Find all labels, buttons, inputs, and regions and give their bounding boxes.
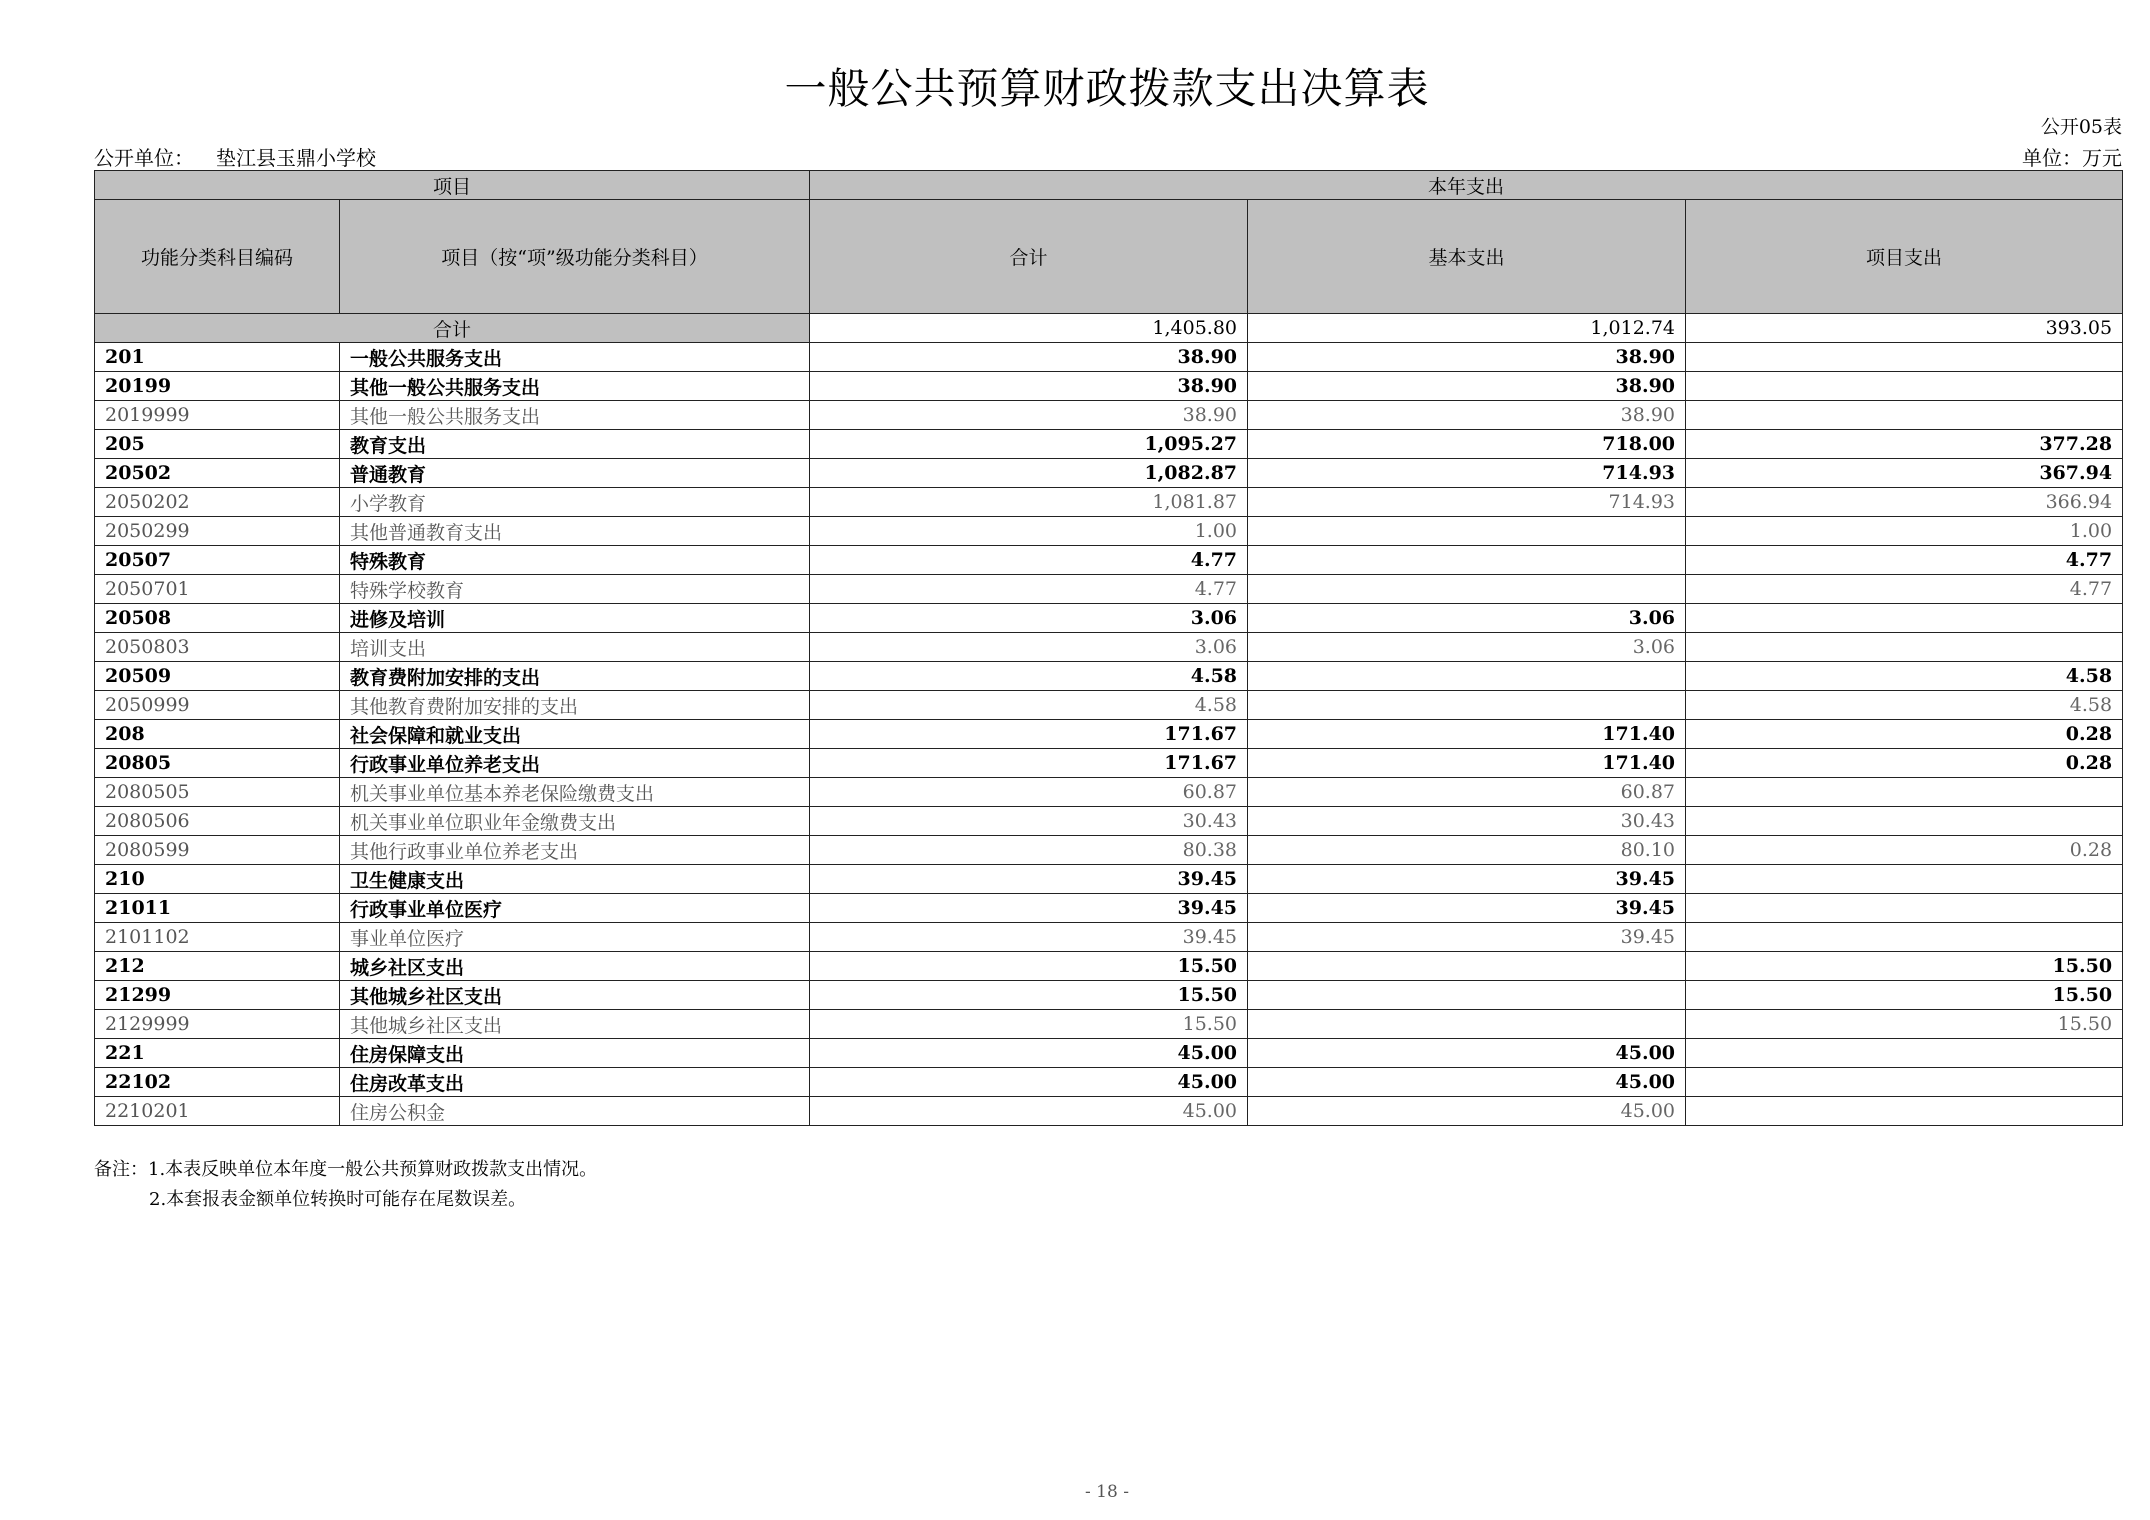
cell-item bbox=[1686, 343, 2123, 372]
header-name: 项目（按“项”级功能分类科目） bbox=[340, 200, 810, 314]
unit-label: 公开单位： bbox=[94, 146, 194, 170]
cell-code: 210 bbox=[95, 865, 340, 894]
cell-item: 377.28 bbox=[1686, 430, 2123, 459]
total-label: 合计 bbox=[95, 314, 810, 343]
table-row bbox=[95, 372, 2123, 401]
cell-item bbox=[1686, 1039, 2123, 1068]
cell-basic bbox=[1248, 662, 1686, 691]
total-item: 393.05 bbox=[1686, 314, 2123, 343]
cell-basic: 80.10 bbox=[1248, 836, 1686, 865]
table-row bbox=[95, 865, 2123, 894]
cell-item: 0.28 bbox=[1686, 836, 2123, 865]
table-row bbox=[95, 546, 2123, 575]
table-row bbox=[95, 517, 2123, 546]
cell-code: 201 bbox=[95, 343, 340, 372]
cell-item bbox=[1686, 372, 2123, 401]
cell-name: 机关事业单位基本养老保险缴费支出 bbox=[340, 778, 810, 807]
cell-code: 22102 bbox=[95, 1068, 340, 1097]
cell-total: 4.77 bbox=[810, 546, 1248, 575]
table-row bbox=[95, 575, 2123, 604]
cell-item bbox=[1686, 865, 2123, 894]
table-row bbox=[95, 807, 2123, 836]
cell-total: 39.45 bbox=[810, 865, 1248, 894]
cell-item bbox=[1686, 778, 2123, 807]
cell-name: 住房公积金 bbox=[340, 1097, 810, 1126]
cell-name: 其他教育费附加安排的支出 bbox=[340, 691, 810, 720]
cell-basic bbox=[1248, 981, 1686, 1010]
table-row bbox=[95, 836, 2123, 865]
cell-basic: 38.90 bbox=[1248, 401, 1686, 430]
header-current-year: 本年支出 bbox=[810, 171, 2123, 200]
cell-item bbox=[1686, 604, 2123, 633]
cell-name: 其他城乡社区支出 bbox=[340, 1010, 810, 1039]
table-row bbox=[95, 720, 2123, 749]
cell-code: 2129999 bbox=[95, 1010, 340, 1039]
header-total: 合计 bbox=[810, 200, 1248, 314]
cell-code: 20199 bbox=[95, 372, 340, 401]
cell-basic bbox=[1248, 1010, 1686, 1039]
cell-basic: 60.87 bbox=[1248, 778, 1686, 807]
table-row bbox=[95, 459, 2123, 488]
cell-code: 205 bbox=[95, 430, 340, 459]
cell-name: 事业单位医疗 bbox=[340, 923, 810, 952]
cell-item bbox=[1686, 1068, 2123, 1097]
cell-basic: 39.45 bbox=[1248, 865, 1686, 894]
cell-item bbox=[1686, 401, 2123, 430]
cell-total: 45.00 bbox=[810, 1068, 1248, 1097]
notes bbox=[94, 1155, 597, 1215]
table-row bbox=[95, 1010, 2123, 1039]
cell-basic bbox=[1248, 952, 1686, 981]
cell-name: 小学教育 bbox=[340, 488, 810, 517]
cell-basic: 39.45 bbox=[1248, 923, 1686, 952]
table-row bbox=[95, 488, 2123, 517]
cell-name: 机关事业单位职业年金缴费支出 bbox=[340, 807, 810, 836]
table-row bbox=[95, 952, 2123, 981]
cell-code: 2080505 bbox=[95, 778, 340, 807]
cell-code: 20502 bbox=[95, 459, 340, 488]
cell-name: 行政事业单位养老支出 bbox=[340, 749, 810, 778]
cell-total: 38.90 bbox=[810, 401, 1248, 430]
cell-name: 社会保障和就业支出 bbox=[340, 720, 810, 749]
cell-item: 4.77 bbox=[1686, 575, 2123, 604]
table-row bbox=[95, 1039, 2123, 1068]
cell-name: 卫生健康支出 bbox=[340, 865, 810, 894]
header-basic: 基本支出 bbox=[1248, 200, 1686, 314]
cell-name: 教育支出 bbox=[340, 430, 810, 459]
cell-total: 38.90 bbox=[810, 343, 1248, 372]
cell-total: 15.50 bbox=[810, 952, 1248, 981]
cell-code: 2050202 bbox=[95, 488, 340, 517]
table-row bbox=[95, 430, 2123, 459]
total-total: 1,405.80 bbox=[810, 314, 1248, 343]
cell-basic bbox=[1248, 575, 1686, 604]
cell-basic bbox=[1248, 691, 1686, 720]
cell-item: 4.77 bbox=[1686, 546, 2123, 575]
page-number: - 18 - bbox=[1085, 1482, 1129, 1502]
total-row bbox=[95, 314, 2123, 343]
cell-name: 普通教育 bbox=[340, 459, 810, 488]
cell-item bbox=[1686, 807, 2123, 836]
cell-name: 一般公共服务支出 bbox=[340, 343, 810, 372]
form-number: 公开05表 bbox=[2040, 116, 2122, 138]
cell-total: 15.50 bbox=[810, 981, 1248, 1010]
cell-total: 45.00 bbox=[810, 1039, 1248, 1068]
cell-basic: 39.45 bbox=[1248, 894, 1686, 923]
cell-name: 其他一般公共服务支出 bbox=[340, 372, 810, 401]
cell-basic: 45.00 bbox=[1248, 1068, 1686, 1097]
cell-basic: 38.90 bbox=[1248, 372, 1686, 401]
table-row bbox=[95, 894, 2123, 923]
table-row bbox=[95, 981, 2123, 1010]
cell-total: 1.00 bbox=[810, 517, 1248, 546]
cell-basic: 45.00 bbox=[1248, 1039, 1686, 1068]
cell-basic: 45.00 bbox=[1248, 1097, 1686, 1126]
cell-item: 4.58 bbox=[1686, 691, 2123, 720]
cell-total: 3.06 bbox=[810, 633, 1248, 662]
table-row bbox=[95, 691, 2123, 720]
cell-total: 3.06 bbox=[810, 604, 1248, 633]
cell-code: 20507 bbox=[95, 546, 340, 575]
header-code: 功能分类科目编码 bbox=[95, 200, 340, 314]
cell-item: 366.94 bbox=[1686, 488, 2123, 517]
cell-total: 15.50 bbox=[810, 1010, 1248, 1039]
cell-basic: 38.90 bbox=[1248, 343, 1686, 372]
header-row-2 bbox=[95, 200, 2123, 314]
cell-name: 进修及培训 bbox=[340, 604, 810, 633]
note-2: 2.本套报表金额单位转换时可能存在尾数误差。 bbox=[149, 1189, 527, 1210]
header-item: 项目支出 bbox=[1686, 200, 2123, 314]
cell-total: 30.43 bbox=[810, 807, 1248, 836]
unit-name: 垫江县玉鼎小学校 bbox=[216, 146, 376, 170]
cell-name: 住房保障支出 bbox=[340, 1039, 810, 1068]
cell-code: 21299 bbox=[95, 981, 340, 1010]
cell-basic bbox=[1248, 517, 1686, 546]
cell-item: 15.50 bbox=[1686, 1010, 2123, 1039]
cell-item bbox=[1686, 633, 2123, 662]
cell-name: 特殊学校教育 bbox=[340, 575, 810, 604]
header-row-1 bbox=[95, 171, 2123, 200]
header-project: 项目 bbox=[95, 171, 810, 200]
cell-item: 1.00 bbox=[1686, 517, 2123, 546]
cell-total: 1,081.87 bbox=[810, 488, 1248, 517]
cell-total: 4.58 bbox=[810, 662, 1248, 691]
cell-total: 1,082.87 bbox=[810, 459, 1248, 488]
cell-code: 221 bbox=[95, 1039, 340, 1068]
cell-code: 2080599 bbox=[95, 836, 340, 865]
cell-basic: 171.40 bbox=[1248, 749, 1686, 778]
cell-code: 20508 bbox=[95, 604, 340, 633]
cell-code: 2210201 bbox=[95, 1097, 340, 1126]
cell-name: 其他一般公共服务支出 bbox=[340, 401, 810, 430]
cell-code: 20805 bbox=[95, 749, 340, 778]
cell-code: 212 bbox=[95, 952, 340, 981]
cell-item: 15.50 bbox=[1686, 981, 2123, 1010]
cell-basic: 718.00 bbox=[1248, 430, 1686, 459]
cell-name: 住房改革支出 bbox=[340, 1068, 810, 1097]
cell-basic bbox=[1248, 546, 1686, 575]
budget-table bbox=[94, 170, 2123, 1126]
cell-code: 2050299 bbox=[95, 517, 340, 546]
cell-code: 2050803 bbox=[95, 633, 340, 662]
cell-code: 2080506 bbox=[95, 807, 340, 836]
cell-total: 60.87 bbox=[810, 778, 1248, 807]
unit-measure: 单位：万元 bbox=[2022, 146, 2122, 170]
cell-code: 2019999 bbox=[95, 401, 340, 430]
table-row bbox=[95, 1097, 2123, 1126]
cell-name: 教育费附加安排的支出 bbox=[340, 662, 810, 691]
cell-basic: 3.06 bbox=[1248, 604, 1686, 633]
table-row bbox=[95, 604, 2123, 633]
cell-total: 45.00 bbox=[810, 1097, 1248, 1126]
cell-code: 21011 bbox=[95, 894, 340, 923]
cell-name: 特殊教育 bbox=[340, 546, 810, 575]
table-row bbox=[95, 401, 2123, 430]
cell-total: 4.77 bbox=[810, 575, 1248, 604]
cell-item: 367.94 bbox=[1686, 459, 2123, 488]
cell-total: 80.38 bbox=[810, 836, 1248, 865]
cell-total: 1,095.27 bbox=[810, 430, 1248, 459]
cell-basic: 714.93 bbox=[1248, 488, 1686, 517]
table-row bbox=[95, 662, 2123, 691]
cell-item: 0.28 bbox=[1686, 749, 2123, 778]
cell-name: 城乡社区支出 bbox=[340, 952, 810, 981]
cell-name: 其他普通教育支出 bbox=[340, 517, 810, 546]
cell-code: 208 bbox=[95, 720, 340, 749]
table-row bbox=[95, 633, 2123, 662]
cell-item: 4.58 bbox=[1686, 662, 2123, 691]
cell-total: 39.45 bbox=[810, 923, 1248, 952]
cell-code: 20509 bbox=[95, 662, 340, 691]
cell-name: 培训支出 bbox=[340, 633, 810, 662]
note-1: 备注：1.本表反映单位本年度一般公共预算财政拨款支出情况。 bbox=[94, 1159, 598, 1180]
cell-total: 38.90 bbox=[810, 372, 1248, 401]
total-basic: 1,012.74 bbox=[1248, 314, 1686, 343]
cell-item bbox=[1686, 923, 2123, 952]
cell-code: 2050999 bbox=[95, 691, 340, 720]
table-row bbox=[95, 778, 2123, 807]
publishing-unit bbox=[94, 142, 376, 171]
cell-name: 其他行政事业单位养老支出 bbox=[340, 836, 810, 865]
table-row bbox=[95, 749, 2123, 778]
cell-item: 0.28 bbox=[1686, 720, 2123, 749]
table-row bbox=[95, 343, 2123, 372]
page-title: 一般公共预算财政拨款支出决算表 bbox=[784, 64, 1430, 113]
cell-name: 其他城乡社区支出 bbox=[340, 981, 810, 1010]
cell-basic: 30.43 bbox=[1248, 807, 1686, 836]
cell-basic: 171.40 bbox=[1248, 720, 1686, 749]
cell-total: 171.67 bbox=[810, 749, 1248, 778]
cell-item: 15.50 bbox=[1686, 952, 2123, 981]
cell-name: 行政事业单位医疗 bbox=[340, 894, 810, 923]
cell-total: 39.45 bbox=[810, 894, 1248, 923]
cell-item bbox=[1686, 1097, 2123, 1126]
table-row bbox=[95, 1068, 2123, 1097]
cell-total: 171.67 bbox=[810, 720, 1248, 749]
cell-item bbox=[1686, 894, 2123, 923]
cell-code: 2050701 bbox=[95, 575, 340, 604]
table-row bbox=[95, 923, 2123, 952]
cell-total: 4.58 bbox=[810, 691, 1248, 720]
cell-basic: 3.06 bbox=[1248, 633, 1686, 662]
cell-basic: 714.93 bbox=[1248, 459, 1686, 488]
cell-code: 2101102 bbox=[95, 923, 340, 952]
